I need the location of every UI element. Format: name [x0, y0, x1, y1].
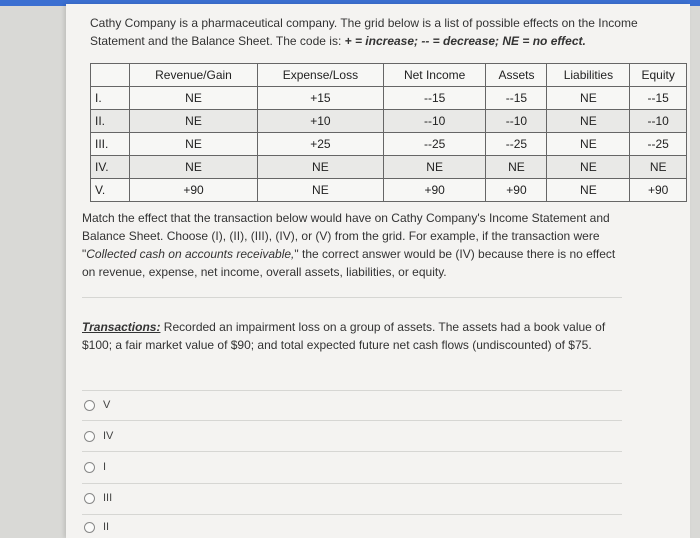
grid-cell: NE [547, 87, 630, 110]
grid-header: Expense/Loss [257, 64, 383, 87]
grid-cell: V. [91, 179, 130, 202]
divider [82, 420, 622, 421]
question-intro [90, 14, 680, 50]
grid-cell: --10 [383, 110, 486, 133]
effects-grid [90, 63, 687, 202]
grid-cell: +10 [257, 110, 383, 133]
grid-cell: IV. [91, 156, 130, 179]
grid-cell: NE [547, 156, 630, 179]
grid-header-row [91, 64, 687, 87]
radio-circle-icon[interactable] [84, 400, 95, 411]
grid-cell: --25 [383, 133, 486, 156]
divider [82, 483, 622, 484]
divider [82, 451, 622, 452]
intro-code: + = increase; -- = decrease; NE = no effect. [344, 34, 586, 48]
match-instructions [82, 209, 622, 281]
grid-header [91, 64, 130, 87]
grid-cell: +90 [130, 179, 258, 202]
option-label: III [103, 492, 113, 504]
grid-row [91, 133, 687, 156]
grid-row [91, 179, 687, 202]
divider [82, 514, 622, 515]
option-i[interactable] [84, 458, 106, 476]
grid-cell: +90 [630, 179, 687, 202]
radio-circle-icon[interactable] [84, 522, 95, 533]
grid-cell: --15 [630, 87, 687, 110]
grid-header: Assets [486, 64, 547, 87]
grid-row [91, 87, 687, 110]
option-label: V [103, 399, 111, 411]
grid-cell: NE [547, 179, 630, 202]
grid-cell: I. [91, 87, 130, 110]
transaction-text [82, 318, 612, 354]
grid-cell: --25 [486, 133, 547, 156]
grid-row [91, 156, 687, 179]
grid-cell: +90 [486, 179, 547, 202]
grid-cell: NE [630, 156, 687, 179]
match-text-end: " the correct answer would be (IV) because there is no effect on revenue, expense, net income, overall assets, liabilities, or equity. [82, 247, 616, 279]
grid-cell: +15 [257, 87, 383, 110]
grid-cell: +25 [257, 133, 383, 156]
grid-cell: NE [486, 156, 547, 179]
grid-header: Equity [630, 64, 687, 87]
option-label: II [103, 521, 110, 533]
grid-cell: NE [130, 156, 258, 179]
intro-text: Cathy Company is a pharmaceutical company. The grid below is a list of possible effects on the Income Statement and the Balance Sheet. The code is: [90, 16, 638, 48]
grid-header: Net Income [383, 64, 486, 87]
grid-cell: NE [130, 87, 258, 110]
radio-circle-icon[interactable] [84, 493, 95, 504]
grid-cell: NE [383, 156, 486, 179]
option-v[interactable] [84, 396, 110, 414]
option-ii[interactable] [84, 518, 109, 536]
grid-cell: +90 [383, 179, 486, 202]
grid-cell: NE [130, 110, 258, 133]
grid-header: Liabilities [547, 64, 630, 87]
grid-cell: NE [547, 133, 630, 156]
divider [82, 297, 622, 298]
grid-cell: II. [91, 110, 130, 133]
grid-cell: --15 [486, 87, 547, 110]
grid-cell: --25 [630, 133, 687, 156]
radio-circle-icon[interactable] [84, 431, 95, 442]
grid-cell: --10 [630, 110, 687, 133]
option-label: I [103, 461, 107, 473]
divider [82, 390, 622, 391]
grid-cell: NE [130, 133, 258, 156]
grid-cell: NE [547, 110, 630, 133]
radio-circle-icon[interactable] [84, 462, 95, 473]
grid-cell: --15 [383, 87, 486, 110]
grid-cell: III. [91, 133, 130, 156]
option-iii[interactable] [84, 489, 112, 507]
option-iv[interactable] [84, 427, 113, 445]
grid-header: Revenue/Gain [130, 64, 258, 87]
grid-cell: NE [257, 156, 383, 179]
grid-cell: NE [257, 179, 383, 202]
question-page [66, 4, 690, 538]
transaction-description: Recorded an impairment loss on a group of assets. The assets had a book value of $100; a fair market value of $90; and total expected future net cash flows (undiscounted) of $75. [82, 320, 606, 352]
option-label: IV [103, 430, 114, 442]
match-text: Match the effect that the transaction below would have on Cathy Company's Income Statement and Balance Sheet. Choose (I), (II), (III), (IV), or (V) from the grid. For example, if the transaction were " [82, 211, 610, 261]
transaction-label: Transactions: [82, 320, 161, 334]
grid-row [91, 110, 687, 133]
match-example: Collected cash on accounts receivable, [86, 247, 295, 261]
grid-cell: --10 [486, 110, 547, 133]
